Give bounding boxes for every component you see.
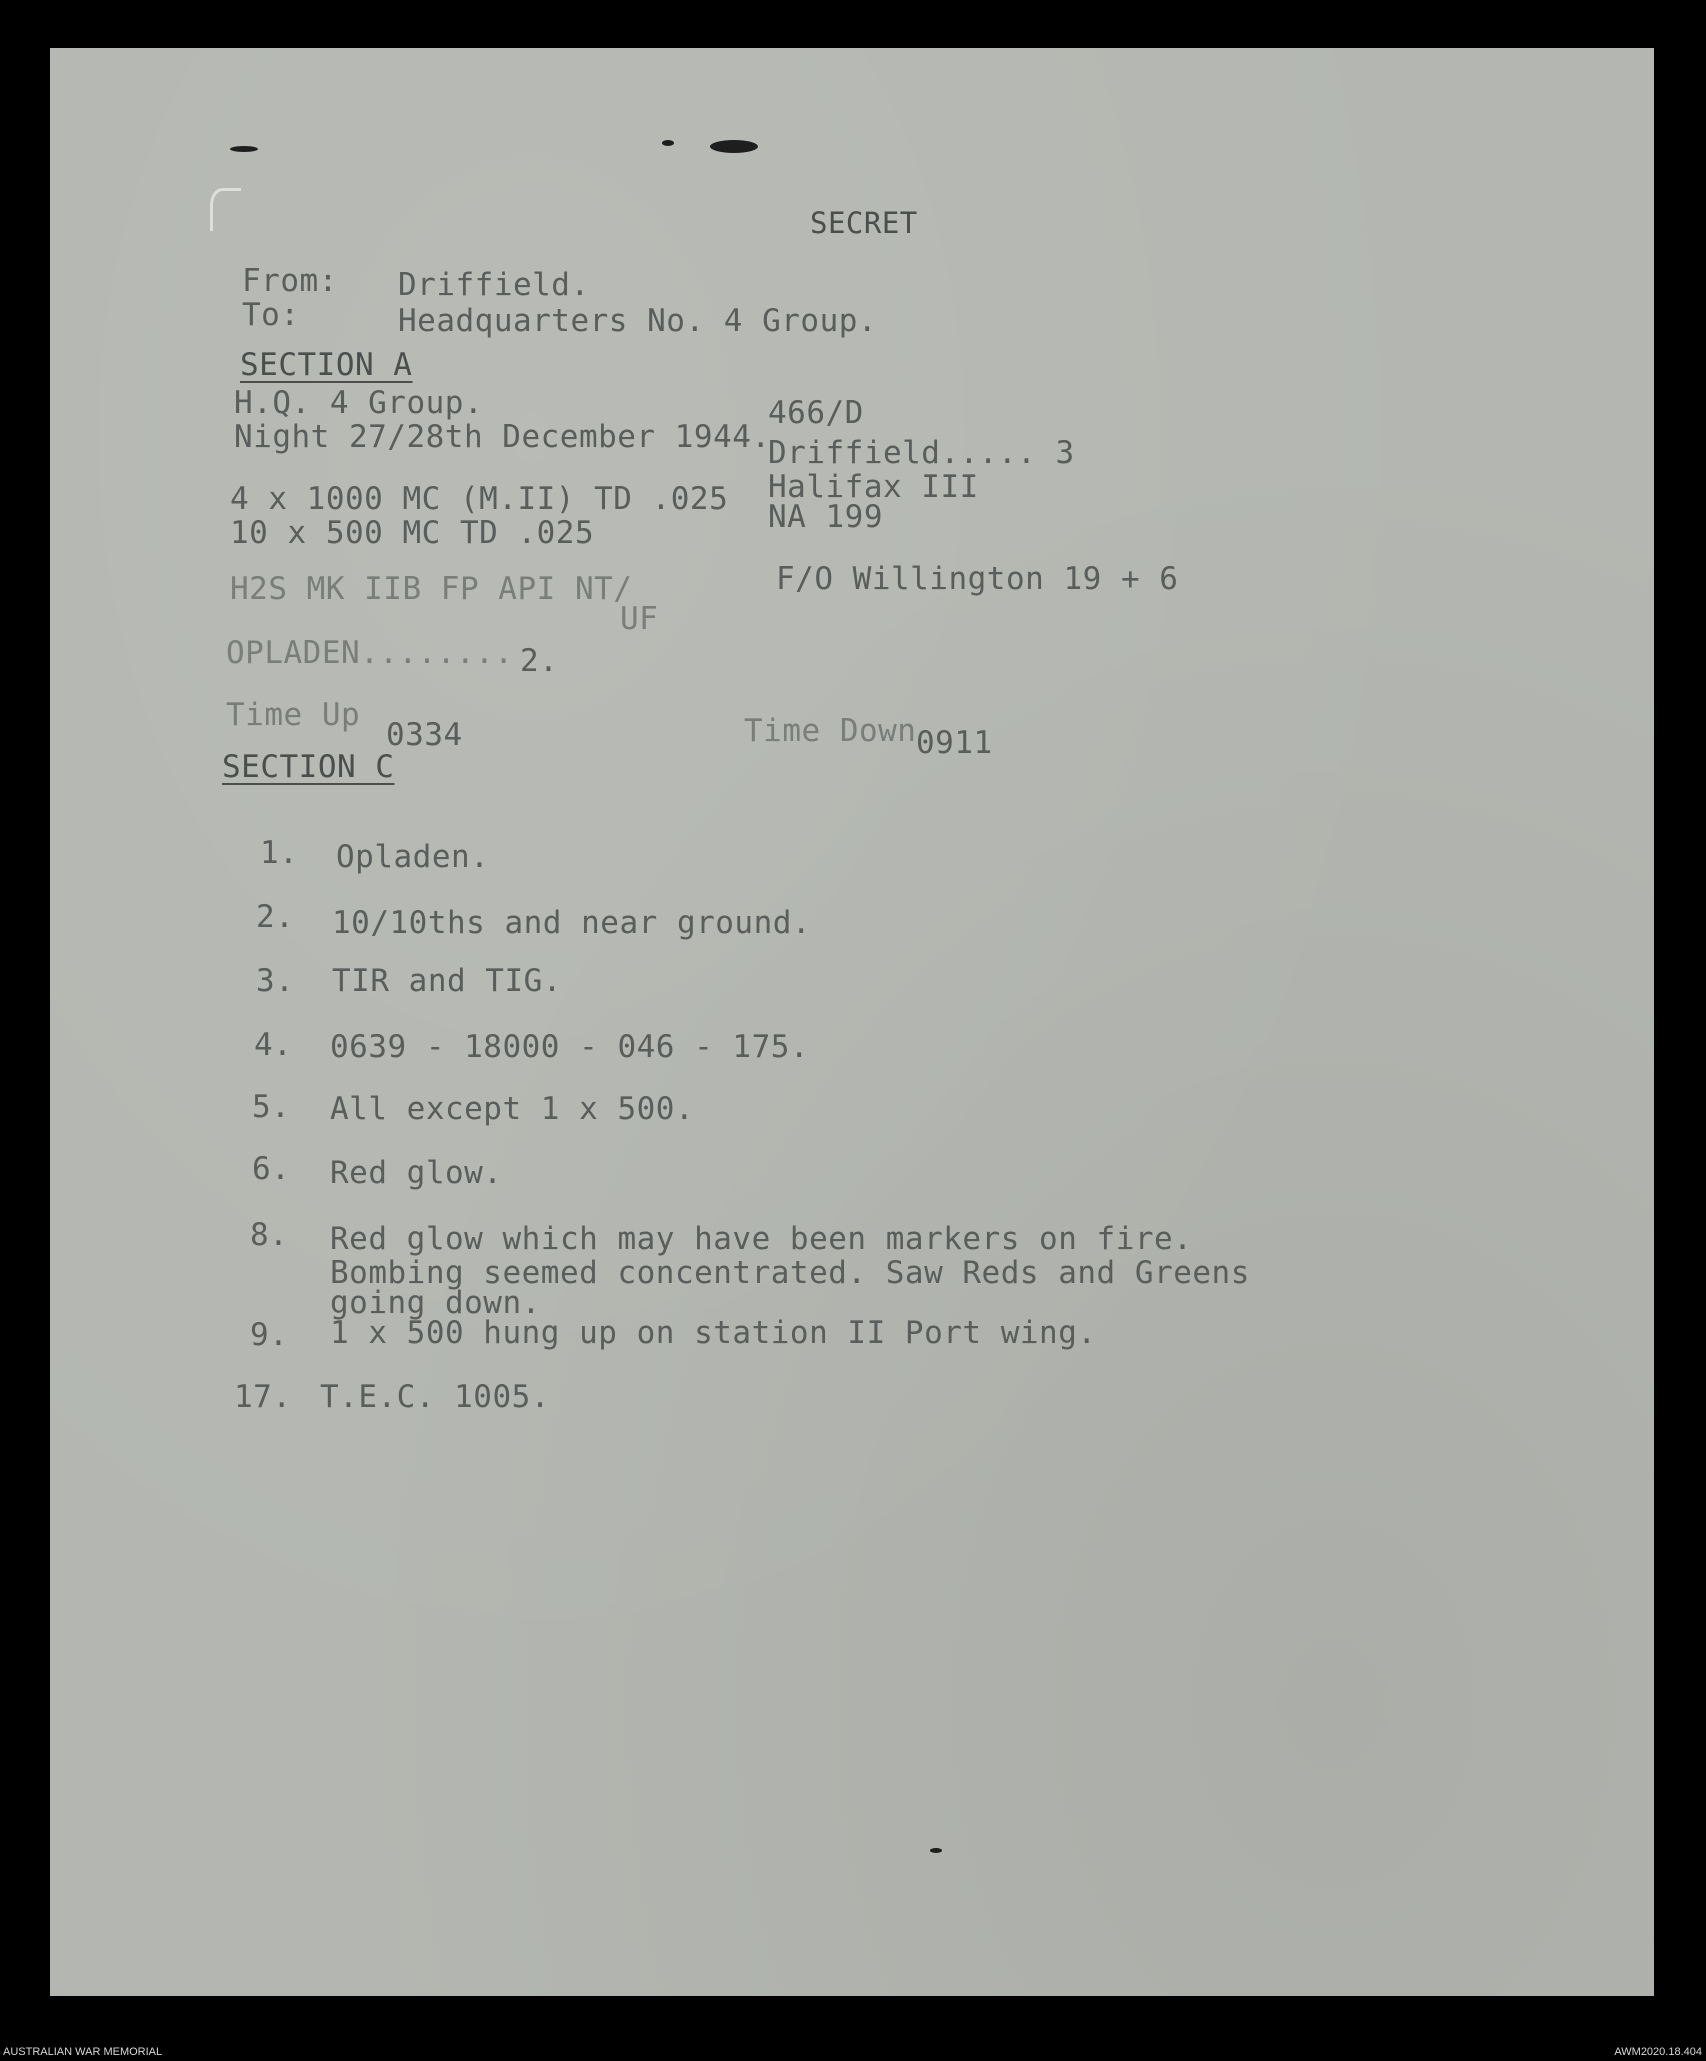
ink-mark: [662, 140, 674, 146]
document-page: [50, 48, 1654, 1996]
paper-crease: [210, 188, 241, 231]
item-number: 9.: [250, 1317, 289, 1353]
section-a-heading: SECTION A: [240, 347, 413, 383]
time-down-label: Time Down: [744, 713, 917, 749]
to-label: To:: [242, 297, 300, 333]
target-line: OPLADEN........: [226, 635, 514, 671]
item-text: T.E.C. 1005.: [320, 1379, 550, 1415]
equipment-suffix: UF: [620, 601, 659, 637]
item-number: 1.: [260, 835, 299, 871]
item-number: 4.: [254, 1027, 293, 1063]
ink-mark: [710, 140, 758, 153]
item-text: Opladen.: [336, 839, 490, 875]
to-value: Headquarters No. 4 Group.: [398, 303, 878, 339]
footer-reference: AWM2020.18.404: [1614, 2046, 1702, 2058]
time-up-value: 0334: [386, 717, 463, 753]
bomb-load-1: 4 x 1000 MC (M.II) TD .025: [230, 481, 729, 517]
aircraft-serial: NA 199: [768, 499, 883, 535]
item-number: 3.: [256, 963, 295, 999]
item-text-line: going down.: [330, 1285, 541, 1321]
squadron-code: 466/D: [768, 395, 864, 431]
captain-line: F/O Willington 19 + 6: [776, 561, 1179, 597]
item-number: 6.: [252, 1151, 291, 1187]
section-a-line2: Night 27/28th December 1944.: [234, 419, 771, 455]
bomb-load-2: 10 x 500 MC TD .025: [230, 515, 595, 551]
item-text: 10/10ths and near ground.: [332, 905, 812, 941]
footer-archive-name: AUSTRALIAN WAR MEMORIAL: [3, 2046, 163, 2058]
item-text: 0639 - 18000 - 046 - 175.: [330, 1029, 810, 1065]
item-text: All except 1 x 500.: [330, 1091, 695, 1127]
ink-speck: [930, 1848, 942, 1853]
ink-mark: [230, 146, 258, 152]
item-number: 17.: [234, 1379, 292, 1415]
time-down-value: 0911: [916, 725, 993, 761]
section-a-line1: H.Q. 4 Group.: [234, 385, 484, 421]
from-value: Driffield.: [398, 267, 590, 303]
item-text-line: Bombing seemed concentrated. Saw Reds and Greens: [330, 1255, 1250, 1291]
target-number: 2.: [520, 643, 559, 679]
item-text-line: Red glow which may have been markers on fire.: [330, 1221, 1193, 1257]
item-text: TIR and TIG.: [332, 963, 562, 999]
station-line: Driffield..... 3: [768, 435, 1075, 471]
item-number: 5.: [252, 1089, 291, 1125]
item-number: 8.: [250, 1217, 289, 1253]
classification-label: SECRET: [810, 206, 918, 240]
section-c-heading: SECTION C: [222, 749, 395, 785]
equipment-line: H2S MK IIB FP API NT/: [230, 571, 633, 607]
item-number: 2.: [256, 899, 295, 935]
item-text: Red glow.: [330, 1155, 503, 1191]
aircraft-type: Halifax III: [768, 469, 979, 505]
time-up-label: Time Up: [226, 697, 361, 733]
item-text: 1 x 500 hung up on station II Port wing.: [330, 1315, 1097, 1351]
from-label: From:: [242, 263, 338, 299]
